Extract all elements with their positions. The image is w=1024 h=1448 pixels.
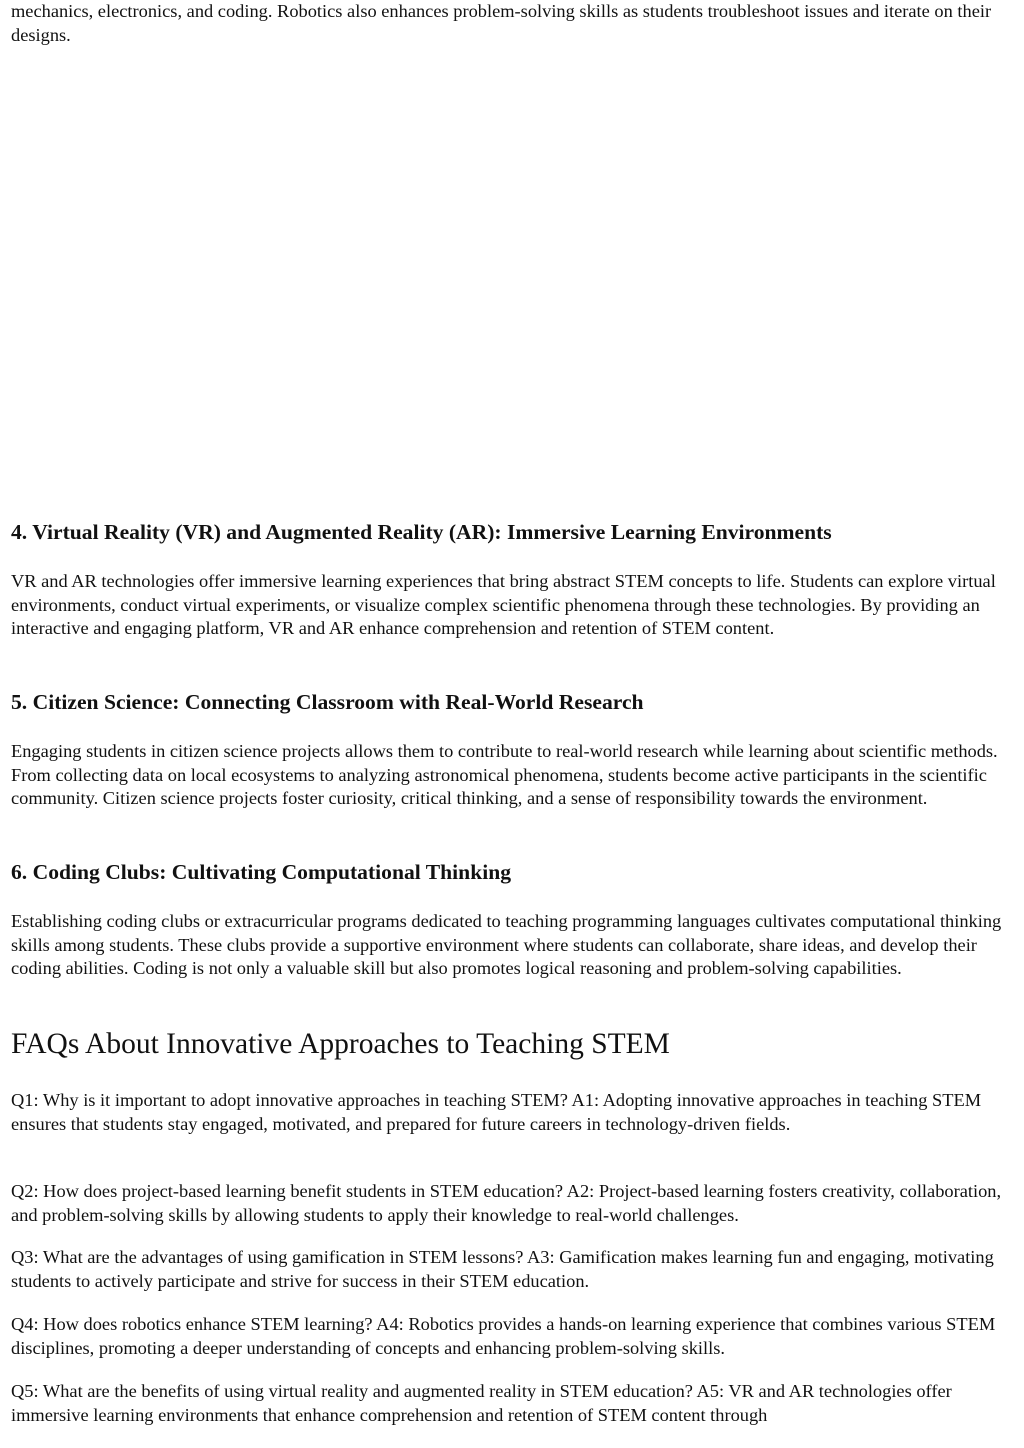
section-5-heading: 5. Citizen Science: Connecting Classroom with Real-World Research <box>11 690 644 714</box>
section-4-paragraph: VR and AR technologies offer immersive learning experiences that bring abstract STEM concepts to life. Students can explore virtual environments, conduct virtual experiments, or visualize complex scientific phenomena through these technologies. By providing an interactive and engaging platform, VR and AR enhance comprehension and retention of STEM content. <box>11 571 996 639</box>
faq-item-4: Q4: How does robotics enhance STEM learning? A4: Robotics provides a hands-on learning experience that combines various STEM disciplines, promoting a deeper understanding of concepts and enhancing problem-solving skills. <box>11 1314 996 1358</box>
faq-heading: FAQs About Innovative Approaches to Teaching STEM <box>11 1028 670 1060</box>
intro-paragraph: mechanics, electronics, and coding. Robotics also enhances problem-solving skills as students troubleshoot issues and iterate on their designs. <box>11 1 992 45</box>
faq-item-2: Q2: How does project-based learning benefit students in STEM education? A2: Project-based learning fosters creativity, collaboration, and problem-solving skills by allowing students to apply their knowledge to real-world challenges. <box>11 1181 1002 1225</box>
blank-media-area <box>11 50 1017 510</box>
section-4-heading: 4. Virtual Reality (VR) and Augmented Reality (AR): Immersive Learning Environments <box>11 520 832 544</box>
section-5-paragraph: Engaging students in citizen science projects allows them to contribute to real-world research while learning about scientific methods. From collecting data on local ecosystems to analyzing astronomical phenomena, students become active participants in the scientific community. Citizen science projects foster curiosity, critical thinking, and a sense of responsibility towards the environment. <box>11 741 998 809</box>
faq-item-3: Q3: What are the advantages of using gamification in STEM lessons? A3: Gamification makes learning fun and engaging, motivating students to actively participate and strive for success in their STEM education. <box>11 1247 994 1291</box>
section-6-paragraph: Establishing coding clubs or extracurricular programs dedicated to teaching programming languages cultivates computational thinking skills among students. These clubs provide a supportive environment where students can collaborate, share ideas, and develop their coding abilities. Coding is not only a valuable skill but also promotes logical reasoning and problem-solving capabilities. <box>11 911 1002 979</box>
faq-item-5: Q5: What are the benefits of using virtual reality and augmented reality in STEM education? A5: VR and AR technologies offer immersive learning environments that enhance comprehension and retention of STEM content through <box>11 1381 952 1425</box>
faq-item-1: Q1: Why is it important to adopt innovative approaches in teaching STEM? A1: Adopting innovative approaches in teaching STEM ensures that students stay engaged, motivated, and prepared for future careers in technology-driven fields. <box>11 1090 982 1134</box>
section-6-heading: 6. Coding Clubs: Cultivating Computational Thinking <box>11 860 512 884</box>
